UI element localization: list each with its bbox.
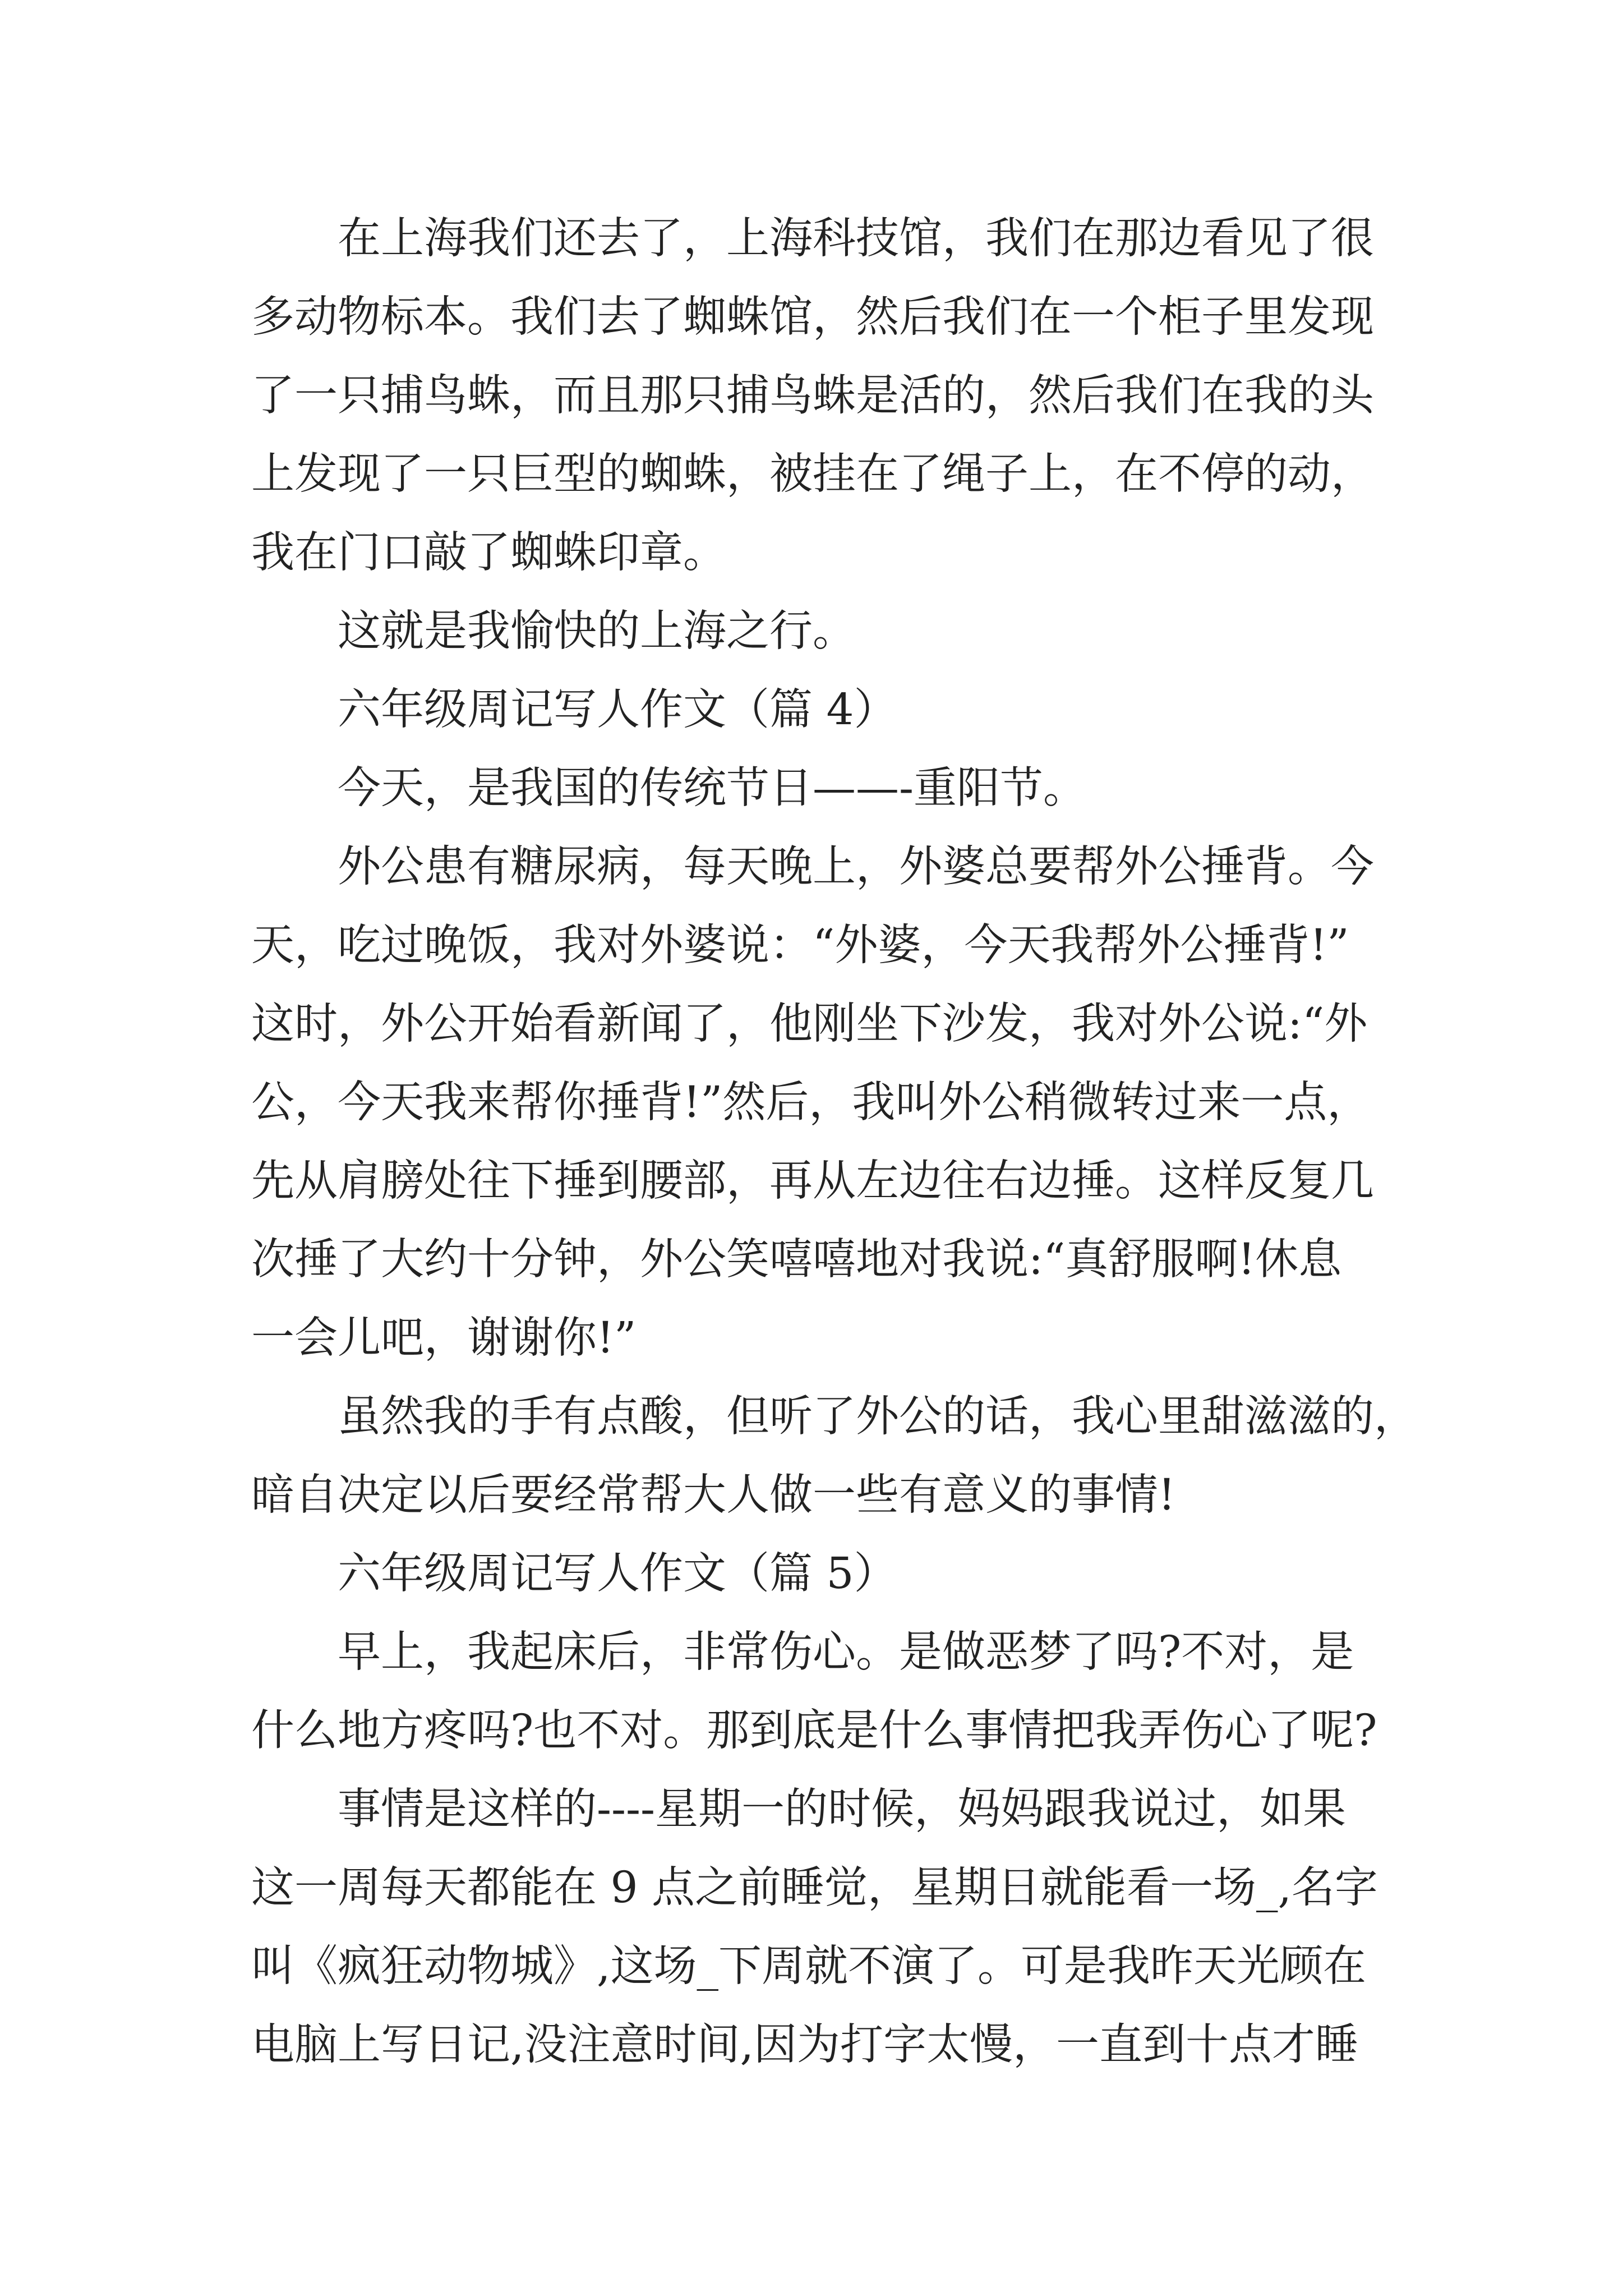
text-line: 早上，我起床后，非常伤心。是做恶梦了吗?不对，是 bbox=[338, 1627, 1354, 1677]
paragraph-movie-story bbox=[251, 1770, 1378, 2085]
text-line: 在上海我们还去了，上海科技馆，我们在那边看见了很 bbox=[338, 214, 1374, 264]
paragraph-morning-sad bbox=[251, 1613, 1378, 1770]
text-line: 虽然我的手有点酸，但听了外公的话，我心里甜滋滋的， bbox=[338, 1392, 1417, 1442]
text-line: 次捶了大约十分钟，外公笑嘻嘻地对我说:“真舒服啊!休息 bbox=[251, 1235, 1342, 1285]
text-line: 先从肩膀处往下捶到腰部，再从左边往右边捶。这样反复几 bbox=[251, 1156, 1374, 1206]
text-line: 这就是我愉快的上海之行。 bbox=[338, 606, 856, 656]
paragraph-double-ninth bbox=[251, 749, 1378, 828]
text-line: 我在门口敲了蜘蛛印章。 bbox=[251, 528, 726, 578]
text-line: 天，吃过晚饭，我对外婆说：“外婆，今天我帮外公捶背!” bbox=[251, 921, 1349, 970]
document-body bbox=[251, 200, 1417, 2085]
paragraph-grandpa-back bbox=[251, 828, 1378, 1378]
text-line: 一会儿吧，谢谢你!” bbox=[251, 1313, 637, 1363]
section-heading-piece-4 bbox=[251, 671, 1378, 749]
text-line: 了一只捕鸟蛛，而且那只捕鸟蛛是活的，然后我们在我的头 bbox=[251, 371, 1374, 421]
text-line: 事情是这样的----星期一的时候，妈妈跟我说过，如果 bbox=[338, 1784, 1347, 1834]
section-heading: 六年级周记写人作文（篇 5） bbox=[338, 1549, 897, 1599]
text-line: 上发现了一只巨型的蜘蛛，被挂在了绳子上，在不停的动， bbox=[251, 449, 1374, 499]
text-line: 这时，外公开始看新闻了，他刚坐下沙发，我对外公说:“外 bbox=[251, 999, 1368, 1049]
paragraph-shanghai-museum bbox=[251, 200, 1378, 592]
section-heading-piece-5 bbox=[251, 1535, 1378, 1613]
text-line: 多动物标本。我们去了蜘蛛馆，然后我们在一个柜子里发现 bbox=[251, 292, 1374, 342]
text-line: 公，今天我来帮你捶背!”然后，我叫外公稍微转过来一点， bbox=[251, 1078, 1371, 1128]
section-heading: 六年级周记写人作文（篇 4） bbox=[338, 685, 897, 735]
text-line: 暗自决定以后要经常帮大人做一些有意义的事情! bbox=[251, 1470, 1175, 1520]
paragraph-sweet-heart bbox=[251, 1378, 1417, 1535]
text-line: 电脑上写日记,没注意时间,因为打字太慢，一直到十点才睡 bbox=[251, 2020, 1358, 2070]
text-line: 什么地方疼吗?也不对。那到底是什么事情把我弄伤心了呢? bbox=[251, 1706, 1377, 1756]
text-line: 外公患有糖尿病，每天晚上，外婆总要帮外公捶背。今 bbox=[338, 842, 1374, 892]
text-line: 今天，是我国的传统节日——-重阳节。 bbox=[338, 763, 1087, 813]
text-line: 这一周每天都能在 9 点之前睡觉，星期日就能看一场_,名字 bbox=[251, 1863, 1378, 1913]
paragraph-shanghai-trip-ending bbox=[251, 592, 1378, 671]
text-line: 叫《疯狂动物城》,这场_下周就不演了。可是我昨天光顾在 bbox=[251, 1941, 1366, 1991]
